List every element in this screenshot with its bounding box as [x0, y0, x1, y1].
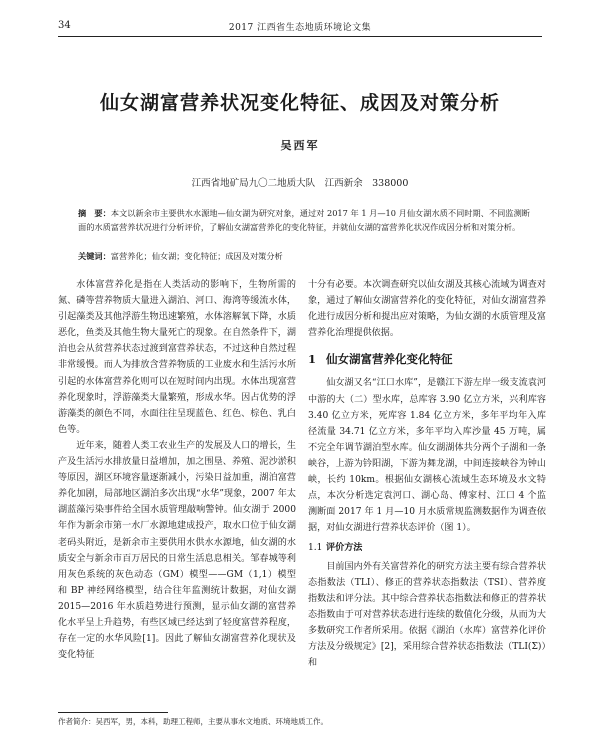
article-author: 吴西军 — [280, 139, 320, 152]
abstract — [78, 207, 530, 234]
author-footnote: 作者简介：吴西军，男，本科，助理工程师，主要从事水文地质、环境地质工作。 — [58, 717, 328, 726]
section-title: 仙女湖富营养化变化特征 — [326, 352, 453, 367]
body-paragraph: 仙女湖又名“江口水库”，是赣江下游左岸一级支流袁河中游的大（二）型水库，总库容 3.90 亿立方米，兴利库容 3.40 亿立方米，死库容 1.84 亿立方米，多年平均年入库径流量 34.71 亿立方米，多年平均入库沙量 45 万吨，属不完全年调节湖泊型水库。仙女湖湖体共分两个子湖和一条峡谷，上游为钤阳湖，下游为舞龙湖，中间连接峡谷为钟山峡，长约 10km。根据仙女湖核心流域生态环境及水文特点，本次分析选定袁河口、湖心岛、傅家村、江口 4 个监测断面 2017 年 1 月—10 月水质常规监测数据作为调查依据，对仙女湖进行营养状态评价（图 1）。 — [308, 378, 546, 534]
running-title: 2017 江西省生态地质环境论文集 — [228, 23, 372, 33]
section-number: 1 — [308, 352, 317, 367]
abstract-text: 本文以新余市主要供水水源地—仙女湖为研究对象，通过对 2017 年 1 月—10 月仙女湖水质不同时期、不同监测断面的水质富营养状况进行分析评价，了解仙女湖富营养化的变化特征，并就仙女湖的富营养化状况作成因分析和对策分析。 — [78, 208, 530, 232]
body-paragraph: 水体富营养化是指在人类活动的影响下，生物所需的氮、磷等营养物质大量进入湖泊、河口、海湾等缓流水体，引起藻类及其他浮游生物迅速繁殖，水体溶解氧下降，水质恶化，鱼类及其他生物大量死亡的现象。在自然条件下，湖泊也会从贫营养状态过渡到富营养状态，不过这种自然过程非常缓慢。而人为排放含营养物质的工业废水和生活污水所引起的水体富营养化则可以在短时间内出现。水体出现富营养化现象时，浮游藻类大量繁殖，形成水华。因占优势的浮游藻类的颜色不同，水面往往呈现蓝色、红色、棕色、乳白色等。 — [58, 280, 296, 435]
keywords-text: 富营养化；仙女湖；变化特征；成因及对策分析 — [110, 251, 283, 261]
keywords — [78, 250, 530, 263]
article-title: 仙女湖富营养状况变化特征、成因及对策分析 — [99, 92, 500, 114]
author-affiliation: 江西省地矿局九〇二地质大队 江西新余 338000 — [191, 178, 409, 189]
page-number: 34 — [58, 20, 71, 31]
body-paragraph: 目前国内外有关富营养化的研究方法主要有综合营养状态指数法（TLI）、修正的营养状态指数法（TSI）、营养度指数法和评分法。其中综合营养状态指数法和修正的营养状态指数由于可对营养状态进行连续的数值化分级，从而为大多数研究工作者所采用。依据《湖泊（水库）富营养化评价方法及分级规定》[2]，采用综合营养状态指数法（TLI(Σ)）和 — [308, 561, 546, 669]
right-column — [308, 277, 546, 671]
abstract-label: 摘 要： — [78, 208, 111, 218]
left-column — [58, 277, 296, 663]
section-heading — [308, 351, 546, 367]
subsection-number: 1.1 — [308, 543, 323, 554]
subsection-heading — [308, 540, 546, 556]
footnote-divider — [58, 712, 168, 713]
body-paragraph: 十分有必要。本次调查研究以仙女湖及其核心流域为调查对象，通过了解仙女湖富营养化的变化特征，对仙女湖富营养化进行成因分析和提出应对策略，为仙女湖的水质管理及富营养化治理提供依据。 — [308, 280, 546, 339]
running-header — [58, 18, 542, 37]
subsection-title: 评价方法 — [326, 542, 363, 554]
body-paragraph: 近年来，随着人类工农业生产的发展及人口的增长，生产及生活污水排放量日益增加，加之围垦、养殖、泥沙淤积等原因，湖区环境容量逐渐减小，污染日益加重，湖泊富营养化加剧，局部地区湖泊多次出现“水华”现象，2007 年太湖蓝藻污染事件给全国水质管理敲响警钟。仙女湖于 2000 年作为新余市第一水厂水源地建成投产，取水口位于仙女湖老码头附近，是新余市主要供用水供水水源地，仙女湖的水质安全与新余市百万居民的日常生活息息相关。邹春城等利用灰色系统的灰色动态（GM）模型——GM（1,1）模型和 BP 神经网络模型，结合往年监测统计数据，对仙女湖 2015—2016 年水质趋势进行预测，显示仙女湖的富营养化水平呈上升趋势，有些区域已经达到了轻度富营养程度，存在一定的水华风险[1]。因此了解仙女湖富营养化现状及变化特征 — [58, 440, 296, 661]
keywords-label: 关键词： — [78, 251, 111, 261]
